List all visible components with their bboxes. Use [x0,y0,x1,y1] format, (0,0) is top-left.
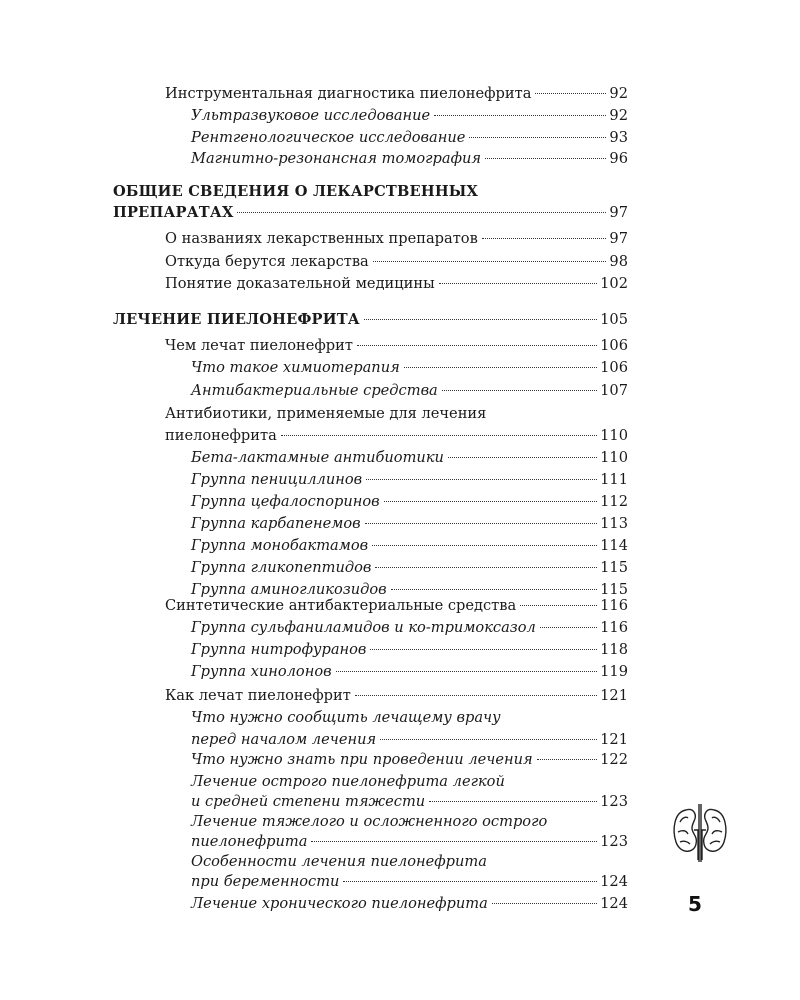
toc-entry-page: 93 [609,129,628,146]
toc-entry-title: перед началом лечения [191,731,377,748]
toc-entry-title: Понятие доказательной медицины [165,275,435,292]
toc-entry-page: 92 [609,85,628,102]
toc-entry[interactable] [165,595,628,616]
toc-entry[interactable] [191,661,628,682]
toc-entry[interactable] [191,535,628,556]
toc-entry-title: Синтетические антибактериальные средства [165,597,517,614]
dot-leader [469,137,606,138]
toc-entry-title: Группа цефалоспоринов [191,493,380,510]
dot-leader [537,759,598,760]
toc-entry-page: 118 [600,641,628,658]
dot-leader [540,627,597,628]
dot-leader [281,435,597,436]
toc-entry[interactable] [165,425,628,446]
dot-leader [429,801,597,802]
toc-entry[interactable] [191,831,628,852]
toc-entry-page: 105 [600,311,628,328]
toc-entry[interactable] [165,273,628,294]
dot-leader [384,501,598,502]
toc-entry-page: 110 [600,427,628,444]
toc-entry-page: 119 [600,663,628,680]
dot-leader [448,457,597,458]
toc-entry-page: 124 [600,873,628,890]
dot-leader [375,567,597,568]
dot-leader [343,881,597,882]
toc-entry-page: 116 [600,597,628,614]
toc-entry-title-line1: Что нужно сообщить лечащему врачу [191,709,501,726]
toc-entry-page: 122 [600,751,628,768]
toc-entry[interactable] [191,871,628,892]
toc-entry[interactable] [191,639,628,660]
toc-entry-page: 96 [609,150,628,167]
toc-entry-title: Ультразвуковое исследование [191,107,431,124]
toc-entry-title: Группа гликопептидов [191,559,372,576]
dot-leader [355,695,597,696]
toc-entry-page: 113 [600,515,628,532]
toc-entry[interactable] [165,228,628,249]
toc-entry-page: 98 [609,253,628,270]
dot-leader [492,903,597,904]
toc-entry-title-line1: Антибиотики, применяемые для лечения [165,405,487,422]
toc-entry-title: Что нужно знать при проведении лечения [191,751,533,768]
dot-leader [439,283,597,284]
toc-entry[interactable] [165,685,628,706]
dot-leader [485,158,606,159]
toc-entry-title: Чем лечат пиелонефрит [165,337,353,354]
toc-entry-title: пиелонефрита [191,833,308,850]
toc-entry[interactable] [113,309,628,330]
toc-entry-title: ЛЕЧЕНИЕ ПИЕЛОНЕФРИТА [113,311,360,328]
dot-leader [311,841,597,842]
toc-entry-page: 121 [600,687,628,704]
toc-entry-page: 115 [600,581,628,598]
toc-entry[interactable] [191,893,628,914]
toc-entry-title: Группа монобактамов [191,537,369,554]
toc-entry[interactable] [191,380,628,401]
toc-entry-title: Что такое химиотерапия [191,359,400,376]
toc-entry[interactable] [191,513,628,534]
toc-entry-page: 92 [609,107,628,124]
toc-entry-title: Группа аминогликозидов [191,581,387,598]
toc-entry-title: при беременности [191,873,340,890]
toc-entry-title: Группа карбапенемов [191,515,361,532]
toc-entry[interactable] [191,357,628,378]
toc-entry-title: О названиях лекарственных препаратов [165,230,478,247]
toc-entry-title: Лечение хронического пиелонефрита [191,895,488,912]
toc-entry-page: 114 [600,537,628,554]
toc-entry-page: 124 [600,895,628,912]
toc-entry-title: Бета-лактамные антибиотики [191,449,444,466]
toc-entry-page: 97 [609,230,628,247]
toc-entry[interactable] [191,447,628,468]
toc-entry-page: 116 [600,619,628,636]
toc-entry-page: 111 [600,471,628,488]
dot-leader [373,261,607,262]
toc-entry-title-line1: Лечение острого пиелонефрита легкой [191,773,505,790]
toc-entry-page: 110 [600,449,628,466]
dot-leader [391,589,597,590]
toc-entry[interactable] [191,491,628,512]
dot-leader [404,367,597,368]
toc-entry[interactable] [191,469,628,490]
dot-leader [372,545,597,546]
dot-leader [434,115,606,116]
toc-entry-title: и средней степени тяжести [191,793,426,810]
toc-entry-title-line1: Особенности лечения пиелонефрита [191,853,487,870]
dot-leader [365,523,598,524]
dot-leader [237,212,606,213]
toc-entry-title: Рентгенологическое исследование [191,129,466,146]
dot-leader [366,479,597,480]
toc-entry-page: 97 [609,204,628,221]
toc-entry-page: 106 [600,337,628,354]
dot-leader [380,739,597,740]
toc-entry-page: 121 [600,731,628,748]
toc-entry[interactable] [191,105,628,126]
toc-entry-title: Магнитно-резонансная томография [191,150,482,167]
toc-entry-title: ПРЕПАРАТАХ [113,204,234,221]
dot-leader [364,319,597,320]
toc-entry-page: 115 [600,559,628,576]
toc-entry-page: 123 [600,833,628,850]
toc-entry[interactable] [191,791,628,812]
toc-entry[interactable] [113,202,628,223]
toc-entry[interactable] [191,617,628,638]
toc-entry-title: Группа пенициллинов [191,471,363,488]
toc-entry-title: Группа нитрофуранов [191,641,367,658]
toc-entry[interactable] [191,148,628,169]
dot-leader [482,238,607,239]
dot-leader [336,671,598,672]
toc-entry-title: пиелонефрита [165,427,277,444]
toc-entry[interactable] [165,251,628,272]
toc-entry-title-line1: ОБЩИЕ СВЕДЕНИЯ О ЛЕКАРСТВЕННЫХ [113,183,479,200]
toc-entry-title: Инструментальная диагностика пиелонефрита [165,85,532,102]
toc-entry[interactable] [191,127,628,148]
dot-leader [535,93,606,94]
toc-entry-title: Группа сульфаниламидов и ко-тримоксазол [191,619,536,636]
toc-entry-page: 102 [600,275,628,292]
dot-leader [520,605,597,606]
toc-entry-page: 123 [600,793,628,810]
kidney-icon [668,800,732,864]
dot-leader [370,649,597,650]
toc-entry-title-line1: Лечение тяжелого и осложненного острого [191,813,548,830]
toc-entry[interactable] [191,729,628,750]
toc-entry-title: Как лечат пиелонефрит [165,687,351,704]
dot-leader [357,345,597,346]
toc-entry-title: Группа хинолонов [191,663,332,680]
toc-entry[interactable] [191,557,628,578]
toc-entry[interactable] [191,749,628,770]
toc-entry-title: Антибактериальные средства [191,382,438,399]
page-number: 5 [688,892,702,916]
toc-entry[interactable] [165,83,628,104]
toc-entry-page: 112 [600,493,628,510]
dot-leader [442,390,597,391]
toc-entry-page: 106 [600,359,628,376]
toc-entry[interactable] [165,335,628,356]
toc-entry-page: 107 [600,382,628,399]
toc-entry-title: Откуда берутся лекарства [165,253,369,270]
